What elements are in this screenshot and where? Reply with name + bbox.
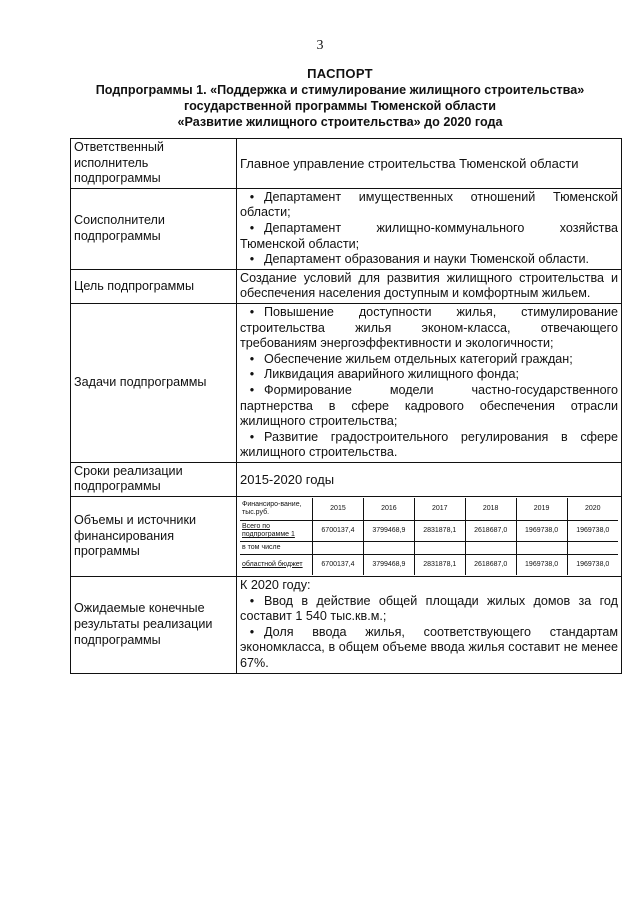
finance-cell <box>363 542 414 555</box>
row-terms <box>71 462 622 496</box>
row-goal <box>71 269 622 303</box>
page-number: 3 <box>316 38 324 53</box>
table-row <box>240 542 618 555</box>
year-2020: 2020 <box>567 498 618 521</box>
finance-cell <box>414 542 465 555</box>
list-item: • Департамент образования и науки Тюменской области. <box>240 252 618 268</box>
finance-row-label: областной бюджет <box>240 555 313 576</box>
coexecutors-label: Соисполнители подпрограммы <box>71 188 237 269</box>
header-line-3: «Развитие жилищного строительства» до 2020 года <box>177 115 503 129</box>
list-item: • Департамент жилищно-коммунального хозяйства Тюменской области; <box>240 220 618 251</box>
row-results <box>71 577 622 674</box>
finance-cell <box>516 542 567 555</box>
finance-cell: 1969738,0 <box>567 521 618 542</box>
bullet-icon: • <box>249 189 255 204</box>
coexecutors-value <box>237 188 622 269</box>
finance-row-label: в том числе <box>240 542 313 555</box>
finance-cell: 1969738,0 <box>567 555 618 576</box>
list-item: • Ввод в действие общей площади жилых домов за год составит 1 540 тыс.кв.м.; <box>240 593 618 624</box>
row-finance <box>71 497 622 577</box>
header-line-1: Подпрограммы 1. «Поддержка и стимулирование жилищного строительства» <box>95 83 585 97</box>
results-intro: К 2020 году: <box>240 578 311 593</box>
bullet-icon: • <box>249 593 255 608</box>
finance-cell: 2618687,0 <box>465 521 516 542</box>
finance-cell: 2618687,0 <box>465 555 516 576</box>
coexecutors-list <box>240 190 618 268</box>
bullet-icon: • <box>249 429 255 444</box>
finance-value <box>237 497 622 577</box>
year-2018: 2018 <box>465 498 516 521</box>
year-2019: 2019 <box>516 498 567 521</box>
results-label: Ожидаемые конечные результаты реализации подпрограммы <box>71 577 237 674</box>
goal-value: Создание условий для развития жилищного строительства и обеспечения населения доступным и комфортным жильем. <box>237 269 622 303</box>
tasks-label: Задачи подпрограммы <box>71 303 237 462</box>
row-executor <box>71 139 622 189</box>
list-item: • Повышение доступности жилья, стимулирование строительства жилья эконом-класса, отвечающего требованиям энергоэффективности и экологичности; <box>240 304 618 351</box>
terms-label: Сроки реализации подпрограммы <box>71 462 237 496</box>
finance-cell: 6700137,4 <box>313 555 364 576</box>
tasks-value <box>237 303 622 462</box>
header-line-2: государственной программы Тюменской области <box>184 99 496 113</box>
bullet-icon: • <box>249 220 255 235</box>
finance-cell: 1969738,0 <box>516 555 567 576</box>
bullet-icon: • <box>249 367 255 382</box>
list-item: • Ликвидация аварийного жилищного фонда; <box>240 367 618 383</box>
goal-label: Цель подпрограммы <box>71 269 237 303</box>
table-row <box>240 521 618 542</box>
tasks-list <box>240 305 618 461</box>
finance-cell: 3799468,9 <box>363 521 414 542</box>
finance-label: Объемы и источники финансирования программы <box>71 497 237 577</box>
finance-cell <box>567 542 618 555</box>
bullet-icon: • <box>249 382 255 397</box>
year-2016: 2016 <box>363 498 414 521</box>
finance-header-label: Финансиро-вание, тыс.руб. <box>240 498 313 521</box>
finance-cell: 6700137,4 <box>313 521 364 542</box>
finance-row-label: Всего по подпрограмме 1 <box>240 521 313 542</box>
executor-value: Главное управление строительства Тюменской области <box>237 139 622 189</box>
finance-table <box>240 498 618 575</box>
list-item: • Формирование модели частно-государственного партнерства в сфере кадрового обеспечения отрасли жилищного строительства; <box>240 382 618 429</box>
executor-label: Ответственный исполнитель подпрограммы <box>71 139 237 189</box>
terms-value: 2015-2020 годы <box>237 462 622 496</box>
bullet-icon: • <box>249 351 255 366</box>
list-item: • Доля ввода жилья, соответствующего стандартам экономкласса, в общем объеме ввода жилья составит не менее 67%. <box>240 624 618 671</box>
passport-table <box>70 138 622 674</box>
year-2017: 2017 <box>414 498 465 521</box>
list-item: • Департамент имущественных отношений Тюменской области; <box>240 189 618 220</box>
finance-cell: 1969738,0 <box>516 521 567 542</box>
list-item: • Развитие градостроительного регулирования в сфере жилищного строительства. <box>240 429 618 460</box>
row-tasks <box>71 303 622 462</box>
row-coexecutors <box>71 188 622 269</box>
bullet-icon: • <box>249 304 255 319</box>
list-item: • Обеспечение жильем отдельных категорий граждан; <box>240 352 618 368</box>
year-2015: 2015 <box>313 498 364 521</box>
finance-cell: 3799468,9 <box>363 555 414 576</box>
table-row <box>240 555 618 576</box>
finance-cell: 2831878,1 <box>414 521 465 542</box>
bullet-icon: • <box>249 252 255 267</box>
results-value <box>237 577 622 674</box>
results-list <box>240 594 618 672</box>
document-title: ПАСПОРТ <box>307 66 373 81</box>
finance-cell <box>465 542 516 555</box>
finance-cell: 2831878,1 <box>414 555 465 576</box>
document-header <box>60 66 620 130</box>
table-row <box>240 498 618 521</box>
bullet-icon: • <box>249 624 255 639</box>
finance-cell <box>313 542 364 555</box>
